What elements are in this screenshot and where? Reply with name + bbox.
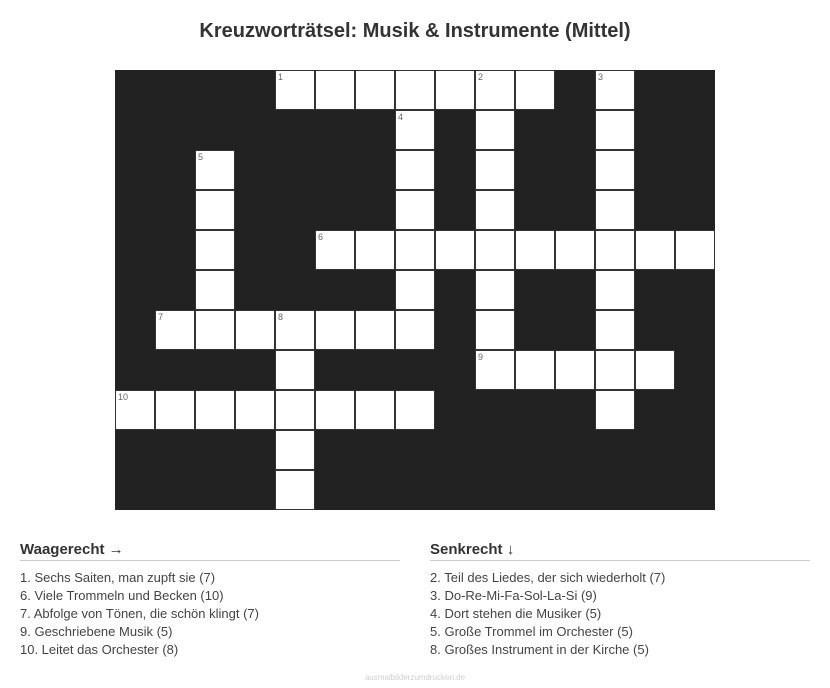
grid-cell[interactable]: [435, 230, 475, 270]
grid-cell[interactable]: [235, 390, 275, 430]
across-clue: 6. Viele Trommeln und Becken (10): [20, 588, 224, 603]
grid-cell[interactable]: [275, 310, 315, 350]
clue-number: 2: [478, 72, 484, 82]
grid-cell[interactable]: [235, 310, 275, 350]
grid-cell[interactable]: [395, 190, 435, 230]
grid-cell[interactable]: [115, 390, 155, 430]
grid-cell[interactable]: [315, 390, 355, 430]
down-heading: Senkrecht ↓: [430, 541, 810, 561]
grid-cell[interactable]: [395, 310, 435, 350]
grid-cell[interactable]: [475, 70, 515, 110]
puzzle-title: Kreuzworträtsel: Musik & Instrumente (Mittel): [199, 20, 631, 42]
grid-cell[interactable]: [155, 390, 195, 430]
down-clue: 5. Große Trommel im Orchester (5): [430, 624, 633, 639]
down-clue: 3. Do-Re-Mi-Fa-Sol-La-Si (9): [430, 588, 597, 603]
grid-cell[interactable]: [595, 270, 635, 310]
grid-cell[interactable]: [195, 230, 235, 270]
down-clue: 8. Großes Instrument in der Kirche (5): [430, 642, 649, 657]
grid-cell[interactable]: [395, 70, 435, 110]
grid-cell[interactable]: [315, 230, 355, 270]
grid-cell[interactable]: [595, 70, 635, 110]
grid-cell[interactable]: [675, 230, 715, 270]
down-clue: 2. Teil des Liedes, der sich wiederholt (7): [430, 570, 666, 585]
across-clue: 7. Abfolge von Tönen, die schön klingt (7): [20, 606, 259, 621]
grid-cell[interactable]: [595, 390, 635, 430]
across-clue-list: [20, 569, 400, 659]
across-clue: 1. Sechs Saiten, man zupft sie (7): [20, 570, 216, 585]
clue-number: 9: [478, 352, 484, 362]
grid-cell[interactable]: [475, 110, 515, 150]
grid-cell[interactable]: [395, 390, 435, 430]
grid-cell[interactable]: [195, 150, 235, 190]
grid-cell[interactable]: [635, 350, 675, 390]
down-clue-list: [430, 569, 810, 659]
grid-cell[interactable]: [475, 150, 515, 190]
clue-number: 5: [198, 152, 204, 162]
grid-cell[interactable]: [275, 350, 315, 390]
grid-cell[interactable]: [195, 190, 235, 230]
crossword-grid: [115, 70, 715, 510]
grid-cell[interactable]: [475, 230, 515, 270]
grid-cell[interactable]: [355, 310, 395, 350]
clue-number: 4: [398, 112, 404, 122]
grid-cell[interactable]: [275, 390, 315, 430]
grid-cell[interactable]: [275, 470, 315, 510]
grid-cell[interactable]: [315, 70, 355, 110]
grid-cell[interactable]: [595, 190, 635, 230]
footer-credit: ausmalbilderzumdrucken.de: [364, 673, 466, 682]
grid-cell[interactable]: [435, 70, 475, 110]
grid-cell[interactable]: [475, 270, 515, 310]
grid-cell[interactable]: [555, 350, 595, 390]
grid-cell[interactable]: [275, 430, 315, 470]
grid-cell[interactable]: [195, 310, 235, 350]
grid-cell[interactable]: [275, 70, 315, 110]
grid-cell[interactable]: [595, 310, 635, 350]
grid-cell[interactable]: [515, 70, 555, 110]
grid-cell[interactable]: [515, 230, 555, 270]
across-heading: Waagerecht →: [20, 541, 400, 561]
grid-cell[interactable]: [595, 110, 635, 150]
grid-cell[interactable]: [155, 310, 195, 350]
grid-cell[interactable]: [195, 390, 235, 430]
grid-cell[interactable]: [555, 230, 595, 270]
grid-cell[interactable]: [355, 390, 395, 430]
grid-cell[interactable]: [475, 190, 515, 230]
clue-number: 1: [278, 72, 284, 82]
grid-cell[interactable]: [595, 230, 635, 270]
grid-cell[interactable]: [395, 150, 435, 190]
grid-cell[interactable]: [355, 230, 395, 270]
down-clue: 4. Dort stehen die Musiker (5): [430, 606, 602, 621]
across-clues-section: [20, 541, 400, 659]
clue-number: 6: [318, 232, 324, 242]
grid-cell[interactable]: [315, 310, 355, 350]
grid-cell[interactable]: [195, 270, 235, 310]
grid-cell[interactable]: [595, 350, 635, 390]
clue-number: 3: [598, 72, 604, 82]
grid-cell[interactable]: [395, 230, 435, 270]
across-clue: 10. Leitet das Orchester (8): [20, 642, 179, 657]
across-clue: 9. Geschriebene Musik (5): [20, 624, 173, 639]
clue-number: 8: [278, 312, 284, 322]
clue-number: 10: [118, 392, 129, 402]
grid-cell[interactable]: [635, 230, 675, 270]
down-clues-section: [430, 541, 810, 659]
grid-cell[interactable]: [355, 70, 395, 110]
grid-cell[interactable]: [475, 350, 515, 390]
grid-cell[interactable]: [515, 350, 555, 390]
clue-number: 7: [158, 312, 164, 322]
grid-cell[interactable]: [595, 150, 635, 190]
grid-cell[interactable]: [395, 110, 435, 150]
grid-cell[interactable]: [475, 310, 515, 350]
grid-cell[interactable]: [395, 270, 435, 310]
